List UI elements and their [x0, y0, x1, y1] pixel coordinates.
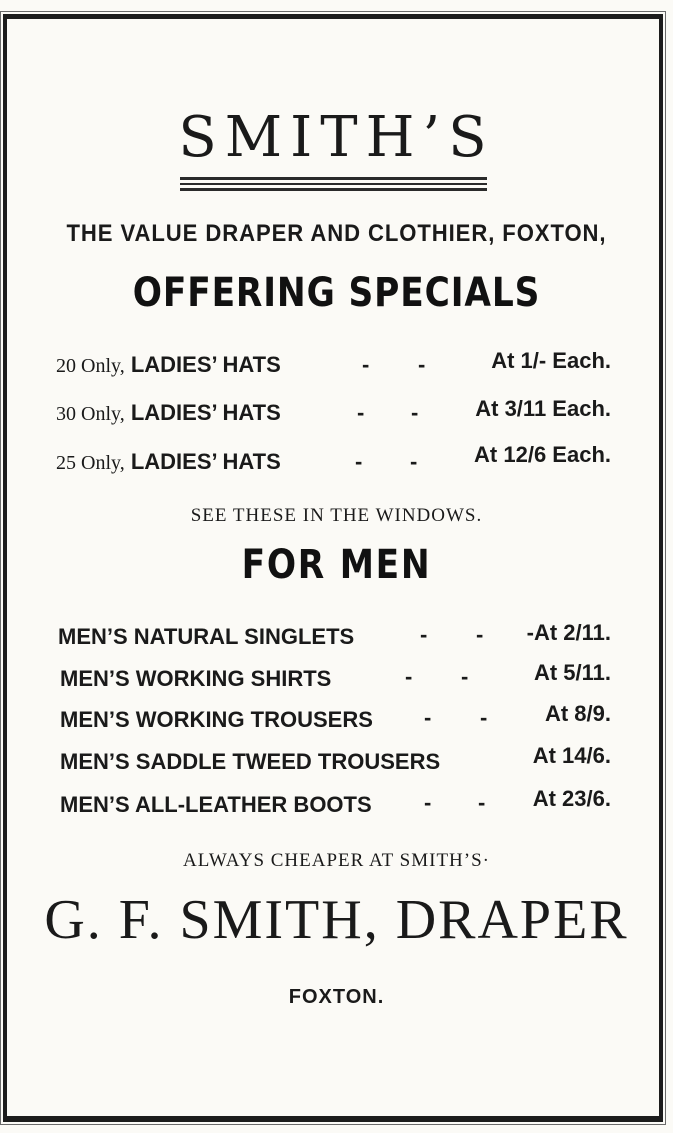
item-quantity: 20 Only, [56, 355, 125, 377]
specials-heading: OFFERING SPECIALS [132, 270, 541, 316]
item-name: LADIES’ HATS [130, 400, 281, 425]
leader-dash: - [405, 664, 413, 689]
item-price: At 5/11. [533, 660, 611, 685]
list-item: MEN’S SADDLE TWEED TROUSERS [60, 749, 441, 774]
item-price: At 12/6 Each. [474, 442, 611, 467]
item-price: At 14/6. [532, 743, 611, 768]
item-quantity: 25 Only, [56, 452, 125, 474]
list-item [56, 400, 281, 426]
item-price: At 23/6. [532, 786, 611, 811]
item-price: -At 2/11. [526, 620, 611, 645]
tagline: THE VALUE DRAPER AND CLOTHIER, FOXTON, [66, 220, 607, 247]
advert-title: SMITH’S [178, 105, 495, 170]
item-name: LADIES’ HATS [130, 352, 281, 377]
title-rule-middle [180, 183, 487, 185]
list-item: MEN’S WORKING SHIRTS [60, 666, 332, 691]
leader-dash: - [355, 449, 363, 474]
list-item: MEN’S WORKING TROUSERS [60, 707, 373, 732]
title-rule-lower [180, 188, 487, 191]
item-price: At 8/9. [544, 701, 611, 726]
title-rule-upper [180, 177, 487, 180]
item-name: LADIES’ HATS [130, 449, 281, 474]
item-price: At 3/11 Each. [475, 396, 611, 421]
list-item: MEN’S NATURAL SINGLETS [58, 624, 355, 649]
item-quantity: 30 Only, [56, 403, 125, 425]
list-item [56, 352, 281, 378]
item-price: At 1/- Each. [491, 348, 611, 373]
leader-dash: - [418, 352, 426, 377]
windows-note: SEE THESE IN THE WINDOWS. [190, 505, 483, 526]
leader-dash: - [357, 400, 365, 425]
leader-dash: - [480, 705, 488, 730]
leader-dash: - [411, 400, 419, 425]
leader-dash: - [461, 664, 469, 689]
men-heading: FOR MEN [241, 542, 432, 588]
leader-dash: - [424, 790, 432, 815]
leader-dash: - [420, 622, 428, 647]
cheaper-note: ALWAYS CHEAPER AT SMITH’S· [183, 850, 490, 871]
list-item [56, 449, 281, 475]
leader-dash: - [476, 622, 484, 647]
shop-name: G. F. SMITH, DRAPER [44, 889, 629, 951]
town-name: FOXTON. [288, 986, 385, 1008]
leader-dash: - [410, 449, 418, 474]
leader-dash: - [478, 790, 486, 815]
leader-dash: - [362, 352, 370, 377]
list-item: MEN’S ALL-LEATHER BOOTS [60, 792, 372, 817]
leader-dash: - [424, 705, 432, 730]
